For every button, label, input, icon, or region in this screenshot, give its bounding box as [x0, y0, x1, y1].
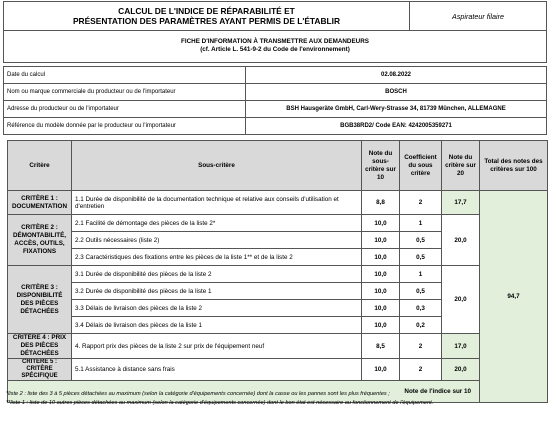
footnote-list-2: *liste 2 : liste des 3 à 5 pièces détachées au maximum (selon la catégorie d'équipements concernée) dont la casse ou les pannes sont les plus fréquentes ;: [6, 391, 390, 397]
sub-criterion-note: 10,0: [362, 266, 400, 283]
info-label: Référence du modèle donnée par le producteur ou l'importateur: [4, 118, 246, 135]
sub-criterion-coef: 2: [400, 191, 442, 215]
sub-criterion-coef: 0,5: [400, 283, 442, 300]
sub-criterion-coef: 0,5: [400, 232, 442, 249]
sub-criterion-coef: 1: [400, 215, 442, 232]
info-row: [4, 101, 547, 118]
info-row: [4, 118, 547, 135]
criterion-name: CRITÈRE 1 : DOCUMENTATION: [8, 191, 72, 215]
header-row: [8, 141, 548, 191]
sub-criterion-note: 8,5: [362, 334, 400, 359]
criterion-note: 20,0: [442, 215, 480, 266]
sub-criterion-note: 8,8: [362, 191, 400, 215]
info-value: BOSCH: [246, 84, 547, 101]
sub-criterion-label: 1.1 Durée de disponibilité de la documentation technique et relative aux conseils d'utilisation et d'entretien: [72, 191, 362, 215]
sub-criterion-note: 10,0: [362, 300, 400, 317]
sub-criterion-coef: 2: [400, 334, 442, 359]
fiche-title: FICHE D'INFORMATION À TRANSMETTRE AUX DEMANDEURS: [181, 38, 369, 45]
info-table: [3, 66, 547, 135]
title-line-1: CALCUL DE L'INDICE DE RÉPARABILITÉ ET: [118, 6, 295, 16]
info-label: Date du calcul: [4, 67, 246, 84]
sub-criterion-note: 10,0: [362, 359, 400, 381]
sub-criterion-label: 3.4 Délais de livraison des pièces de la liste 1: [72, 317, 362, 334]
criterion-name: CRITÈRE 3 : DISPONIBILITÉ DES PIÈCES DÉTACHÉES: [8, 266, 72, 334]
sub-criterion-note: 10,0: [362, 317, 400, 334]
sub-criterion-label: 2.3 Caractéristiques des fixations entre les pièces de la liste 1** et de la liste 2: [72, 249, 362, 266]
sub-criterion-note: 10,0: [362, 283, 400, 300]
info-label: Adresse du producteur ou de l'importateur: [4, 101, 246, 118]
sub-criterion-label: 3.2 Durée de disponibilité des pièces de la liste 1: [72, 283, 362, 300]
sub-criterion-label: 3.3 Délais de livraison des pièces de la liste 2: [72, 300, 362, 317]
footnote-list-1: **liste 1 : liste de 10 autres pièces détachées au maximum (selon la catégorie d'équipements concernée) dont le bon état est nécessaire au fonctionnement de l'équipement.: [6, 400, 434, 406]
info-row: [4, 67, 547, 84]
final-score-label: Note de l'indice sur 10: [8, 381, 480, 403]
sub-criterion-label: 3.1 Durée de disponibilité des pièces de la liste 2: [72, 266, 362, 283]
sub-criterion-label: 2.2 Outils nécessaires (liste 2): [72, 232, 362, 249]
fiche-block: [3, 31, 547, 63]
col-total: Total des notes des critères sur 100: [480, 141, 548, 191]
criterion-note: 17,7: [442, 191, 480, 215]
table-row: [8, 191, 548, 215]
document-title: [4, 2, 410, 31]
criterion-note: 20,0: [442, 359, 480, 381]
sub-criterion-note: 10,0: [362, 249, 400, 266]
table-row: [8, 215, 548, 232]
info-value: BGB38RD2/ Code EAN: 4242005359271: [246, 118, 547, 135]
info-row: [4, 84, 547, 101]
col-sous-critere: Sous-critère: [72, 141, 362, 191]
sub-criterion-coef: 0,2: [400, 317, 442, 334]
table-row: [8, 266, 548, 283]
sub-criterion-note: 10,0: [362, 215, 400, 232]
criterion-name: CRITÈRE 2 : DÉMONTABILITÉ, ACCÈS, OUTILS, FIXATIONS: [8, 215, 72, 266]
table-row: [8, 334, 548, 359]
score-table: [7, 140, 548, 403]
sub-criterion-coef: 2: [400, 359, 442, 381]
col-critere: Critère: [8, 141, 72, 191]
col-note-sous-critere: Note du sous-critère sur 10: [362, 141, 400, 191]
sub-criterion-coef: 1: [400, 266, 442, 283]
sub-criterion-coef: 0,5: [400, 249, 442, 266]
sub-criterion-coef: 0,3: [400, 300, 442, 317]
info-value: 02.08.2022: [246, 67, 547, 84]
sub-criterion-label: 5.1 Assistance à distance sans frais: [72, 359, 362, 381]
sub-criterion-label: 2.1 Facilité de démontage des pièces de la liste 2*: [72, 215, 362, 232]
fiche-reference: (cf. Article L. 541-9-2 du Code de l'environnement): [200, 46, 350, 53]
product-type: Aspirateur filaire: [410, 2, 547, 31]
header-table: [3, 1, 547, 31]
col-note-critere: Note du critère sur 20: [442, 141, 480, 191]
col-coefficient: Coefficient du sous critère: [400, 141, 442, 191]
table-row: [8, 359, 548, 381]
title-line-2: PRÉSENTATION DES PARAMÈTRES AYANT PERMIS DE L'ÉTABLIR: [72, 16, 341, 26]
total-score: 94,7: [480, 191, 548, 403]
info-value: BSH Hausgeräte GmbH, Carl-Wery-Strasse 34, 81739 München, ALLEMAGNE: [246, 101, 547, 118]
criterion-note: 17,0: [442, 334, 480, 359]
sub-criterion-note: 10,0: [362, 232, 400, 249]
criterion-name: CRITÈRE 4 : PRIX DES PIÈCES DÉTACHÉES: [8, 334, 72, 359]
criterion-note: 20,0: [442, 266, 480, 334]
info-label: Nom ou marque commerciale du producteur ou de l'importateur: [4, 84, 246, 101]
criterion-name: CRITÈRE 5 : CRITÈRE SPÉCIFIQUE: [8, 359, 72, 381]
sub-criterion-label: 4. Rapport prix des pièces de la liste 2 sur prix de l'équipement neuf: [72, 334, 362, 359]
